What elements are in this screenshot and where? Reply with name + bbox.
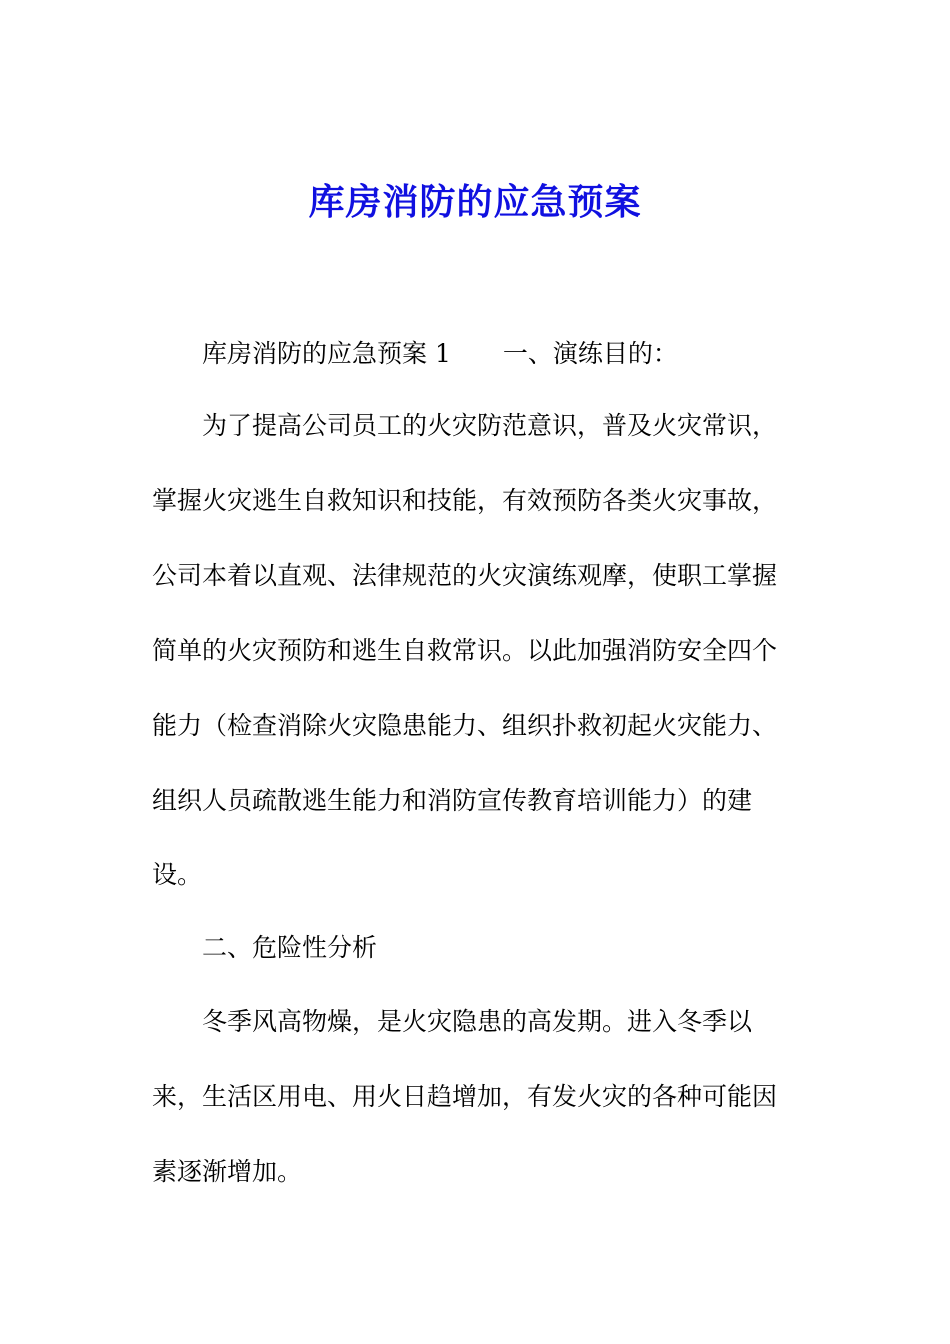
paragraph-line: 组织人员疏散逃生能力和消防宣传教育培训能力）的建 [152,786,753,815]
paragraph-line: 冬季风高物燥，是火灾隐患的高发期。进入冬季以 [202,1007,753,1036]
paragraph-line [202,336,678,372]
paragraph-line: 掌握火灾逃生自救知识和技能，有效预防各类火灾事故， [152,486,778,515]
paragraph-line: 公司本着以直观、法律规范的火灾演练观摩，使职工掌握 [152,561,778,590]
section-heading: 二、危险性分析 [202,933,378,962]
paragraph-line: 素逐渐增加。 [152,1157,303,1186]
paragraph-line: 能力（检查消除火灾隐患能力、组织扑救初起火灾能力、 [152,711,778,740]
paragraph-line: 来，生活区用电、用火日趋增加，有发火灾的各种可能因 [152,1082,778,1111]
section-heading: 库房消防的应急预案 1 [202,339,451,368]
paragraph-line: 简单的火灾预防和逃生自救常识。以此加强消防安全四个 [152,636,778,665]
paragraph-line: 为了提高公司员工的火灾防范意识，普及火灾常识， [202,411,778,440]
document-title: 库房消防的应急预案 [308,182,642,223]
section-heading: 一、演练目的： [502,339,678,368]
paragraph-line: 设。 [152,860,203,889]
